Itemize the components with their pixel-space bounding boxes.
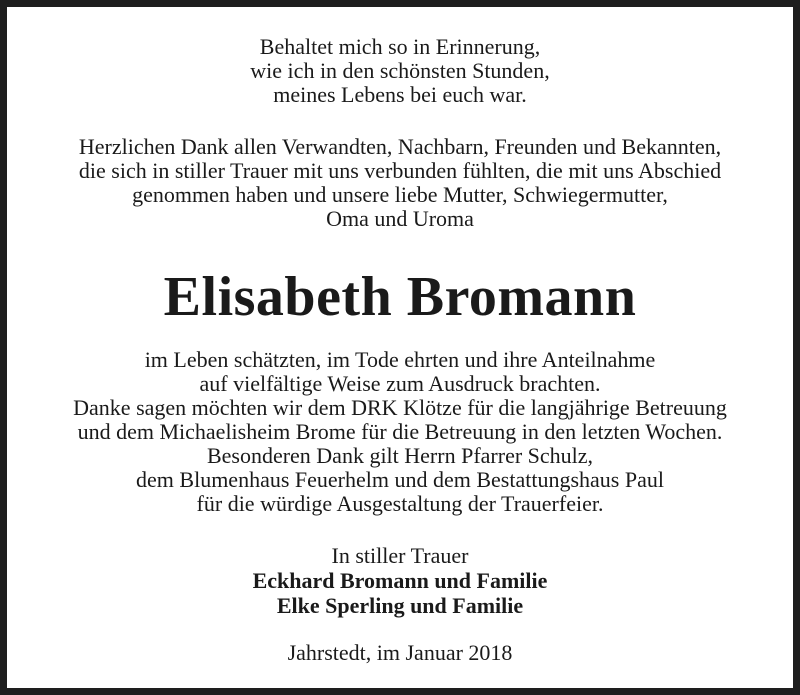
- thanks-line: die sich in stiller Trauer mit uns verbunden fühlten, die mit uns Abschied: [78, 158, 722, 183]
- acknowledgement-paragraph: [7, 348, 793, 516]
- body-line: auf vielfältige Weise zum Ausdruck brachten.: [199, 371, 601, 396]
- thanks-line: Herzlichen Dank allen Verwandten, Nachbarn, Freunden und Bekannten,: [78, 134, 722, 159]
- verse-line: meines Lebens bei euch war.: [273, 82, 527, 107]
- body-line: und dem Michaelisheim Brome für die Betreuung in den letzten Wochen.: [77, 419, 723, 444]
- body-line: im Leben schätzten, im Tode ehrten und ihre Anteilnahme: [144, 347, 656, 372]
- family-name: Eckhard Bromann und Familie: [252, 568, 548, 593]
- mourners-signature: [7, 543, 793, 618]
- thanks-line: Oma und Uroma: [326, 206, 474, 231]
- verse-line: wie ich in den schönsten Stunden,: [250, 58, 550, 83]
- place-date: [7, 641, 793, 665]
- thanks-line: genommen haben und unsere liebe Mutter, Schwiegermutter,: [132, 182, 668, 207]
- family-name: Elke Sperling und Familie: [276, 593, 524, 618]
- body-line: Besonderen Dank gilt Herrn Pfarrer Schulz,: [206, 443, 594, 468]
- body-line: für die würdige Ausgestaltung der Trauerfeier.: [196, 491, 604, 516]
- deceased-name: Elisabeth Bromann: [163, 266, 637, 328]
- memorial-verse: [7, 35, 793, 107]
- verse-line: Behaltet mich so in Erinnerung,: [259, 34, 541, 59]
- mourning-intro: In stiller Trauer: [331, 543, 469, 568]
- thanks-paragraph: [7, 135, 793, 231]
- body-line: dem Blumenhaus Feuerhelm und dem Bestattungshaus Paul: [136, 467, 664, 492]
- place-date-text: Jahrstedt, im Januar 2018: [287, 640, 513, 665]
- body-line: Danke sagen möchten wir dem DRK Klötze für die langjährige Betreuung: [73, 395, 727, 420]
